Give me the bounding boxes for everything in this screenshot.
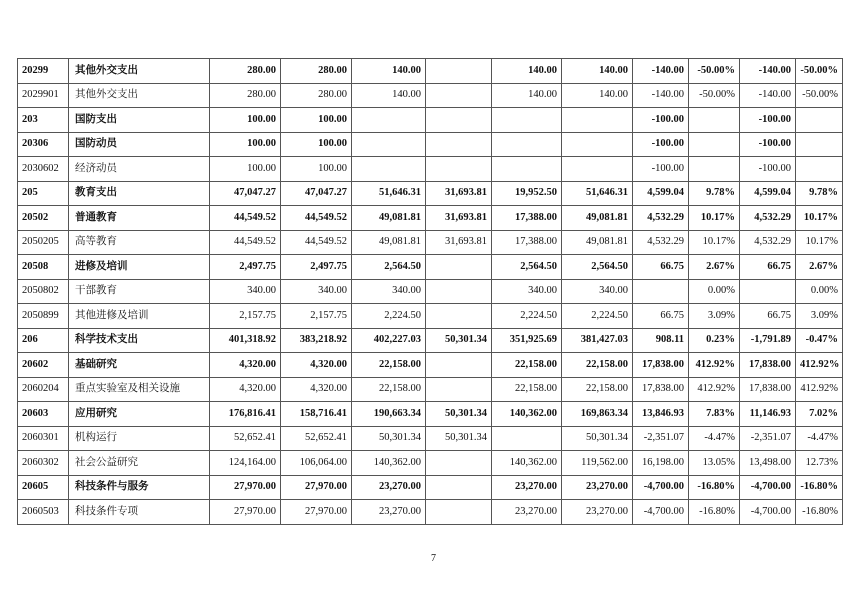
- change-pct-cell: -50.00%: [796, 83, 843, 108]
- code-cell: 206: [18, 328, 69, 353]
- change-cell: 13,498.00: [740, 451, 796, 476]
- change-pct-cell: [689, 108, 740, 133]
- change-pct-cell: [796, 157, 843, 182]
- value-cell: [352, 132, 426, 157]
- change-cell: 66.75: [633, 304, 689, 329]
- value-cell: 22,158.00: [562, 377, 633, 402]
- change-pct-cell: 12.73%: [796, 451, 843, 476]
- change-cell: -4,700.00: [633, 500, 689, 525]
- value-cell: 31,693.81: [426, 230, 492, 255]
- value-cell: 340.00: [492, 279, 562, 304]
- value-cell: 100.00: [210, 108, 281, 133]
- name-cell: 基础研究: [69, 353, 210, 378]
- change-cell: -100.00: [633, 157, 689, 182]
- value-cell: 4,320.00: [281, 377, 352, 402]
- change-cell: -140.00: [633, 59, 689, 84]
- value-cell: 340.00: [210, 279, 281, 304]
- table-row: [18, 279, 843, 304]
- value-cell: 280.00: [281, 59, 352, 84]
- budget-table: [17, 58, 843, 525]
- change-cell: -140.00: [740, 83, 796, 108]
- change-pct-cell: 3.09%: [796, 304, 843, 329]
- value-cell: [426, 255, 492, 280]
- value-cell: 44,549.52: [281, 206, 352, 231]
- change-cell: -2,351.07: [633, 426, 689, 451]
- change-pct-cell: 7.02%: [796, 402, 843, 427]
- change-pct-cell: -4.47%: [689, 426, 740, 451]
- code-cell: 2030602: [18, 157, 69, 182]
- change-cell: 17,838.00: [740, 377, 796, 402]
- value-cell: 22,158.00: [492, 377, 562, 402]
- value-cell: 351,925.69: [492, 328, 562, 353]
- value-cell: 4,320.00: [281, 353, 352, 378]
- value-cell: [492, 426, 562, 451]
- value-cell: 381,427.03: [562, 328, 633, 353]
- value-cell: 106,064.00: [281, 451, 352, 476]
- value-cell: [426, 475, 492, 500]
- value-cell: 49,081.81: [352, 230, 426, 255]
- value-cell: 31,693.81: [426, 206, 492, 231]
- value-cell: 140.00: [492, 83, 562, 108]
- value-cell: 17,388.00: [492, 230, 562, 255]
- value-cell: [352, 157, 426, 182]
- value-cell: 22,158.00: [352, 377, 426, 402]
- name-cell: 其他进修及培训: [69, 304, 210, 329]
- change-cell: -100.00: [633, 132, 689, 157]
- change-cell: 4,599.04: [633, 181, 689, 206]
- change-cell: 11,146.93: [740, 402, 796, 427]
- value-cell: [426, 451, 492, 476]
- value-cell: 50,301.34: [426, 328, 492, 353]
- name-cell: 机构运行: [69, 426, 210, 451]
- change-pct-cell: 9.78%: [689, 181, 740, 206]
- change-pct-cell: 0.23%: [689, 328, 740, 353]
- value-cell: 2,224.50: [562, 304, 633, 329]
- value-cell: 27,970.00: [281, 500, 352, 525]
- value-cell: 2,224.50: [352, 304, 426, 329]
- change-pct-cell: 10.17%: [796, 230, 843, 255]
- value-cell: 49,081.81: [562, 230, 633, 255]
- name-cell: 社会公益研究: [69, 451, 210, 476]
- code-cell: 2060503: [18, 500, 69, 525]
- value-cell: 100.00: [281, 157, 352, 182]
- value-cell: 280.00: [210, 83, 281, 108]
- code-cell: 20502: [18, 206, 69, 231]
- value-cell: 169,863.34: [562, 402, 633, 427]
- change-pct-cell: -16.80%: [689, 475, 740, 500]
- change-pct-cell: 2.67%: [796, 255, 843, 280]
- name-cell: 经济动员: [69, 157, 210, 182]
- table-row: [18, 230, 843, 255]
- value-cell: 50,301.34: [352, 426, 426, 451]
- change-pct-cell: 13.05%: [689, 451, 740, 476]
- value-cell: 2,564.50: [352, 255, 426, 280]
- code-cell: 20299: [18, 59, 69, 84]
- change-pct-cell: 10.17%: [796, 206, 843, 231]
- name-cell: 科技条件与服务: [69, 475, 210, 500]
- value-cell: 44,549.52: [210, 206, 281, 231]
- value-cell: 23,270.00: [492, 475, 562, 500]
- value-cell: 119,562.00: [562, 451, 633, 476]
- code-cell: 2029901: [18, 83, 69, 108]
- value-cell: 2,497.75: [281, 255, 352, 280]
- code-cell: 2050802: [18, 279, 69, 304]
- table-row: [18, 132, 843, 157]
- value-cell: 140,362.00: [352, 451, 426, 476]
- change-pct-cell: -50.00%: [796, 59, 843, 84]
- change-cell: 16,198.00: [633, 451, 689, 476]
- change-cell: 4,599.04: [740, 181, 796, 206]
- value-cell: 100.00: [281, 132, 352, 157]
- value-cell: 23,270.00: [492, 500, 562, 525]
- value-cell: 2,157.75: [210, 304, 281, 329]
- change-pct-cell: 10.17%: [689, 206, 740, 231]
- change-pct-cell: 7.83%: [689, 402, 740, 427]
- value-cell: 124,164.00: [210, 451, 281, 476]
- change-cell: -140.00: [740, 59, 796, 84]
- table-row: [18, 500, 843, 525]
- code-cell: 20605: [18, 475, 69, 500]
- code-cell: 20508: [18, 255, 69, 280]
- table-row: [18, 108, 843, 133]
- value-cell: 402,227.03: [352, 328, 426, 353]
- value-cell: 140.00: [562, 83, 633, 108]
- value-cell: [492, 157, 562, 182]
- value-cell: 140.00: [562, 59, 633, 84]
- value-cell: 44,549.52: [210, 230, 281, 255]
- value-cell: 19,952.50: [492, 181, 562, 206]
- value-cell: [492, 132, 562, 157]
- code-cell: 20306: [18, 132, 69, 157]
- name-cell: 普通教育: [69, 206, 210, 231]
- value-cell: 4,320.00: [210, 377, 281, 402]
- table-row: [18, 402, 843, 427]
- value-cell: 23,270.00: [352, 500, 426, 525]
- change-cell: -4,700.00: [740, 475, 796, 500]
- value-cell: 23,270.00: [562, 475, 633, 500]
- table-row: [18, 328, 843, 353]
- value-cell: 49,081.81: [562, 206, 633, 231]
- value-cell: [426, 157, 492, 182]
- change-cell: -100.00: [740, 132, 796, 157]
- change-pct-cell: 412.92%: [689, 353, 740, 378]
- value-cell: 22,158.00: [562, 353, 633, 378]
- table-row: [18, 59, 843, 84]
- value-cell: [562, 157, 633, 182]
- value-cell: 23,270.00: [562, 500, 633, 525]
- page-number: 7: [431, 553, 436, 564]
- table-row: [18, 426, 843, 451]
- change-pct-cell: -0.47%: [796, 328, 843, 353]
- change-pct-cell: 3.09%: [689, 304, 740, 329]
- code-cell: 203: [18, 108, 69, 133]
- name-cell: 干部教育: [69, 279, 210, 304]
- code-cell: 2060204: [18, 377, 69, 402]
- value-cell: [352, 108, 426, 133]
- change-cell: 17,838.00: [740, 353, 796, 378]
- change-pct-cell: 2.67%: [689, 255, 740, 280]
- value-cell: [426, 132, 492, 157]
- value-cell: 140,362.00: [492, 402, 562, 427]
- value-cell: 44,549.52: [281, 230, 352, 255]
- value-cell: 2,564.50: [492, 255, 562, 280]
- table-row: [18, 255, 843, 280]
- change-pct-cell: 10.17%: [689, 230, 740, 255]
- change-cell: -2,351.07: [740, 426, 796, 451]
- value-cell: 2,497.75: [210, 255, 281, 280]
- name-cell: 科技条件专项: [69, 500, 210, 525]
- table-row: [18, 83, 843, 108]
- table-row: [18, 475, 843, 500]
- name-cell: 其他外交支出: [69, 83, 210, 108]
- change-cell: 13,846.93: [633, 402, 689, 427]
- name-cell: 国防支出: [69, 108, 210, 133]
- value-cell: [426, 500, 492, 525]
- value-cell: 50,301.34: [562, 426, 633, 451]
- change-cell: -140.00: [633, 83, 689, 108]
- change-cell: 17,838.00: [633, 377, 689, 402]
- table-row: [18, 206, 843, 231]
- value-cell: 22,158.00: [492, 353, 562, 378]
- value-cell: 100.00: [210, 157, 281, 182]
- value-cell: [492, 108, 562, 133]
- change-pct-cell: 0.00%: [689, 279, 740, 304]
- change-cell: -1,791.89: [740, 328, 796, 353]
- code-cell: 20603: [18, 402, 69, 427]
- value-cell: [426, 353, 492, 378]
- table-row: [18, 157, 843, 182]
- value-cell: 100.00: [281, 108, 352, 133]
- change-pct-cell: [796, 108, 843, 133]
- change-cell: 4,532.29: [740, 206, 796, 231]
- change-cell: 66.75: [740, 304, 796, 329]
- value-cell: 23,270.00: [352, 475, 426, 500]
- value-cell: 2,564.50: [562, 255, 633, 280]
- value-cell: 50,301.34: [426, 402, 492, 427]
- name-cell: 进修及培训: [69, 255, 210, 280]
- change-pct-cell: [796, 132, 843, 157]
- value-cell: 158,716.41: [281, 402, 352, 427]
- value-cell: 31,693.81: [426, 181, 492, 206]
- value-cell: 51,646.31: [352, 181, 426, 206]
- change-cell: -100.00: [633, 108, 689, 133]
- code-cell: 2050899: [18, 304, 69, 329]
- value-cell: 340.00: [352, 279, 426, 304]
- value-cell: [426, 108, 492, 133]
- value-cell: 50,301.34: [426, 426, 492, 451]
- value-cell: 100.00: [210, 132, 281, 157]
- name-cell: 国防动员: [69, 132, 210, 157]
- table-row: [18, 181, 843, 206]
- value-cell: 52,652.41: [210, 426, 281, 451]
- value-cell: 340.00: [562, 279, 633, 304]
- value-cell: 340.00: [281, 279, 352, 304]
- value-cell: 47,047.27: [210, 181, 281, 206]
- value-cell: [426, 377, 492, 402]
- name-cell: 高等教育: [69, 230, 210, 255]
- change-pct-cell: -16.80%: [689, 500, 740, 525]
- value-cell: 4,320.00: [210, 353, 281, 378]
- code-cell: 2050205: [18, 230, 69, 255]
- value-cell: 52,652.41: [281, 426, 352, 451]
- change-cell: 908.11: [633, 328, 689, 353]
- change-pct-cell: [689, 132, 740, 157]
- value-cell: 140.00: [352, 83, 426, 108]
- change-cell: 66.75: [740, 255, 796, 280]
- value-cell: 140.00: [492, 59, 562, 84]
- value-cell: 22,158.00: [352, 353, 426, 378]
- change-pct-cell: -50.00%: [689, 83, 740, 108]
- value-cell: 2,224.50: [492, 304, 562, 329]
- value-cell: [562, 132, 633, 157]
- table-row: [18, 451, 843, 476]
- value-cell: 176,816.41: [210, 402, 281, 427]
- value-cell: 383,218.92: [281, 328, 352, 353]
- change-cell: -100.00: [740, 157, 796, 182]
- change-pct-cell: -50.00%: [689, 59, 740, 84]
- change-cell: -4,700.00: [633, 475, 689, 500]
- change-cell: 4,532.29: [740, 230, 796, 255]
- change-cell: -100.00: [740, 108, 796, 133]
- change-pct-cell: 0.00%: [796, 279, 843, 304]
- change-pct-cell: [689, 157, 740, 182]
- code-cell: 20602: [18, 353, 69, 378]
- change-pct-cell: 412.92%: [689, 377, 740, 402]
- value-cell: 140,362.00: [492, 451, 562, 476]
- change-pct-cell: 9.78%: [796, 181, 843, 206]
- value-cell: [426, 83, 492, 108]
- value-cell: 401,318.92: [210, 328, 281, 353]
- change-cell: 17,838.00: [633, 353, 689, 378]
- name-cell: 科学技术支出: [69, 328, 210, 353]
- change-cell: 4,532.29: [633, 206, 689, 231]
- table-row: [18, 377, 843, 402]
- change-cell: 4,532.29: [633, 230, 689, 255]
- table-row: [18, 304, 843, 329]
- value-cell: [562, 108, 633, 133]
- value-cell: [426, 279, 492, 304]
- change-pct-cell: -4.47%: [796, 426, 843, 451]
- value-cell: [426, 59, 492, 84]
- value-cell: 280.00: [210, 59, 281, 84]
- value-cell: 190,663.34: [352, 402, 426, 427]
- value-cell: 49,081.81: [352, 206, 426, 231]
- value-cell: 51,646.31: [562, 181, 633, 206]
- value-cell: 27,970.00: [210, 475, 281, 500]
- change-cell: [740, 279, 796, 304]
- name-cell: 其他外交支出: [69, 59, 210, 84]
- value-cell: 27,970.00: [281, 475, 352, 500]
- change-pct-cell: -16.80%: [796, 500, 843, 525]
- change-cell: 66.75: [633, 255, 689, 280]
- value-cell: 47,047.27: [281, 181, 352, 206]
- code-cell: 205: [18, 181, 69, 206]
- value-cell: 17,388.00: [492, 206, 562, 231]
- change-pct-cell: 412.92%: [796, 377, 843, 402]
- name-cell: 重点实验室及相关设施: [69, 377, 210, 402]
- change-pct-cell: -16.80%: [796, 475, 843, 500]
- change-pct-cell: 412.92%: [796, 353, 843, 378]
- name-cell: 教育支出: [69, 181, 210, 206]
- name-cell: 应用研究: [69, 402, 210, 427]
- code-cell: 2060301: [18, 426, 69, 451]
- change-cell: -4,700.00: [740, 500, 796, 525]
- table-body: [18, 59, 843, 525]
- value-cell: 280.00: [281, 83, 352, 108]
- value-cell: 2,157.75: [281, 304, 352, 329]
- table-row: [18, 353, 843, 378]
- value-cell: [426, 304, 492, 329]
- value-cell: 27,970.00: [210, 500, 281, 525]
- code-cell: 2060302: [18, 451, 69, 476]
- change-cell: [633, 279, 689, 304]
- value-cell: 140.00: [352, 59, 426, 84]
